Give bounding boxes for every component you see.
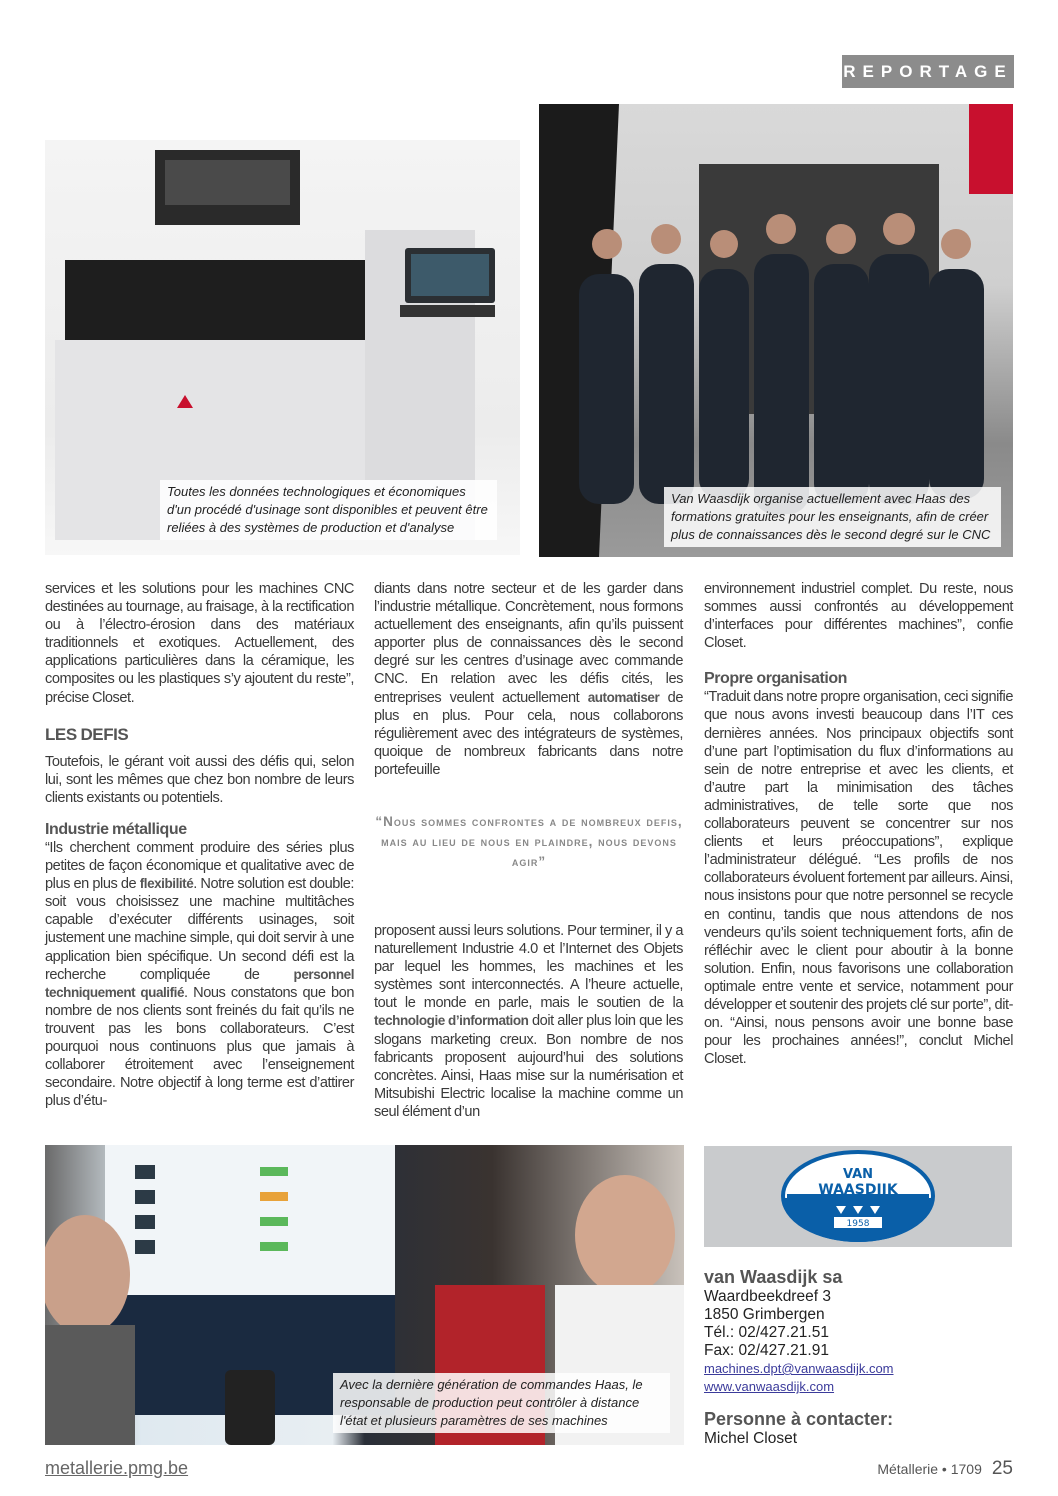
magazine-issue: Métallerie • 1709 <box>877 1461 982 1477</box>
text: doit aller plus loin que les slogans marketing creux. Bon nombre de nos fabricants proposent aujourd’hui des solutions concrètes. Ainsi, Haas mise sur la numérisation et Mitsubishi Electric localise la machine comme un seul élément d’un <box>374 1013 683 1120</box>
photo-caption: Toutes les données technologiques et économiques d'un procédé d'usinage sont disponibles et peuvent être reliées à des systèmes de production et d'analyse <box>160 480 497 540</box>
contact-person-label: Personne à contacter: <box>704 1409 894 1429</box>
address-city: 1850 Grimbergen <box>704 1306 825 1323</box>
text: . Notre solution est double: soit vous choisissez une machine multitâches capable d’exécuter différents usinages, soit justement une machine simple, qui doit servir à une application bien spécifique. Un second défi est la recherche compliquée de <box>45 876 354 983</box>
van-waasdijk-logo <box>704 1146 1012 1247</box>
bold-term: automatiser <box>587 689 660 705</box>
text: de plus en plus. Pour cela, nous collaborons régulièrement avec des intégrateurs de systèmes, quoique de nombreux fabricants dans notre portefeuille <box>374 689 684 778</box>
logo-text: WAASDIJK <box>818 1182 898 1198</box>
bold-term: technologie d’information <box>374 1013 529 1029</box>
text: . Nous constatons que bon nombre de nos clients sont freinés du fait qu’ils ne trouvent pas les bons collaborateurs. C’est pourquoi nous continuons plus que jamais à collaborer étroitement avec l’enseignement secondaire. Notre objectif à long terme est d’attirer plus d’étu- <box>45 984 355 1110</box>
photo-haas-controls <box>45 1145 684 1445</box>
article-column-2-top <box>374 580 683 779</box>
bold-term: personnel techniquement qualifié <box>45 966 354 1000</box>
contact-person: Michel Closet <box>704 1430 798 1447</box>
footer-page-info <box>877 1458 1013 1480</box>
fax: Fax: 02/427.21.91 <box>704 1342 829 1359</box>
address-street: Waardbeekdreef 3 <box>704 1288 831 1305</box>
page-number: 25 <box>991 1458 1013 1479</box>
subheading-industrie: Industrie métallique <box>45 820 187 838</box>
paragraph: Toutefois, le gérant voit aussi des défis qui, selon lui, sont les mêmes que chez bon nombre de leurs clients existants ou potentiels. <box>45 753 354 806</box>
email-link[interactable]: machines.dpt@vanwaasdijk.com <box>704 1361 894 1376</box>
bold-term: flexibilité <box>139 876 194 892</box>
photo-caption: Van Waasdijk organise actuellement avec Haas des formations gratuites pour les enseignants, afin de créer plus de connaissances dès le second degré sur le CNC <box>664 487 1001 547</box>
paragraph: “Traduit dans notre propre organisation, ceci signifie que nous avons investi beaucoup dans l’IT ces dernières années. Nos principaux objectifs sont d’une part l’optimisation du flux d’informations au sein de notre entreprise et avec les clients, et d’autre part la minimisation des tâches administratives, de telle sorte que nos collaborateurs peuvent se concentrer sur nos clients et leurs préoccupations”, explique l’administrateur délégué. “Les profils de nos collaborateurs évoluent fortement par ailleurs. Ainsi, nous insistons pour que notre personnel se recycle en continu, tandis que nous attendons de nos vendeurs qu’ils soient techniquement forts, afin de réfléchir avec le client pour aboutir à la bonne solution. Enfin, nous favorisons une collaboration optimale entre vente et service, notamment pour développer et soutenir des projets clé sur porte”, dit-on. “Ainsi, nous pensons avoir une bonne base pour les prochaines années!”, conclut Michel Closet. <box>704 689 1013 1068</box>
photo-edm-machine <box>45 140 520 555</box>
text: proposent aussi leurs solutions. Pour terminer, il y a naturellement Industrie 4.0 et l’Internet des Objets par lequel les hommes, les machines et les systèmes sont interconnectés. A l’heure actuelle, tout le monde en parle, mais le soutien de la <box>374 923 683 1012</box>
company-logo <box>704 1146 1012 1247</box>
logo-year: 1958 <box>846 1219 870 1229</box>
section-banner: REPORTAGE <box>842 55 1014 88</box>
phone: Tél.: 02/427.21.51 <box>704 1324 829 1341</box>
company-name: van Waasdijk sa <box>704 1267 843 1287</box>
article-column-1 <box>45 580 354 1110</box>
article-column-2-bottom <box>374 922 683 1121</box>
pull-quote: “Nous sommes confrontes a de nombreux defis, mais au lieu de nous en plaindre, nous devons agir” <box>375 814 683 869</box>
logo-text: VAN <box>842 1167 874 1182</box>
section-heading-defis: LES DEFIS <box>45 724 129 744</box>
paragraph <box>45 839 354 1110</box>
contact-block <box>704 1266 1014 1448</box>
paragraph: environnement industriel complet. Du reste, nous sommes aussi confrontés au développement d’interfaces pour différentes machines”, confie Closet. <box>704 581 1013 652</box>
subheading-organisation: Propre organisation <box>704 670 847 688</box>
photo-caption: Avec la dernière génération de commandes Haas, le responsable de production peut contrôler à distance l'état et plusieurs paramètres de ses machines <box>333 1373 670 1433</box>
photo-training-group <box>539 104 1013 557</box>
text: “Ils cherchent comment produire des séries plus petites de façon économique et qualitative avec de plus en plus de <box>45 839 354 893</box>
article-column-3 <box>704 580 1013 1068</box>
text: diants dans notre secteur et de les garder dans l’industrie métallique. Concrètement, nous formons actuellement des enseignants, afin qu’ils puissent apporter plus de connaissances dès le second degré sur les centres d’usinage avec commande CNC. En relation avec les défis cités, les entreprises veulent actuellement <box>374 581 683 706</box>
paragraph: services et les solutions pour les machines CNC destinées au tournage, au fraisage, à la rectification ou à l’électro-érosion dans des matériaux traditionnels et exotiques. Actuellement, des applications particulières dans la céramique, les composites ou les plastiques s’y ajoutent du reste”, précise Closet. <box>45 581 354 706</box>
website-link[interactable]: www.vanwaasdijk.com <box>704 1379 835 1394</box>
paragraph <box>374 922 683 1121</box>
paragraph <box>374 580 683 779</box>
footer-site-link[interactable]: metallerie.pmg.be <box>45 1458 189 1478</box>
